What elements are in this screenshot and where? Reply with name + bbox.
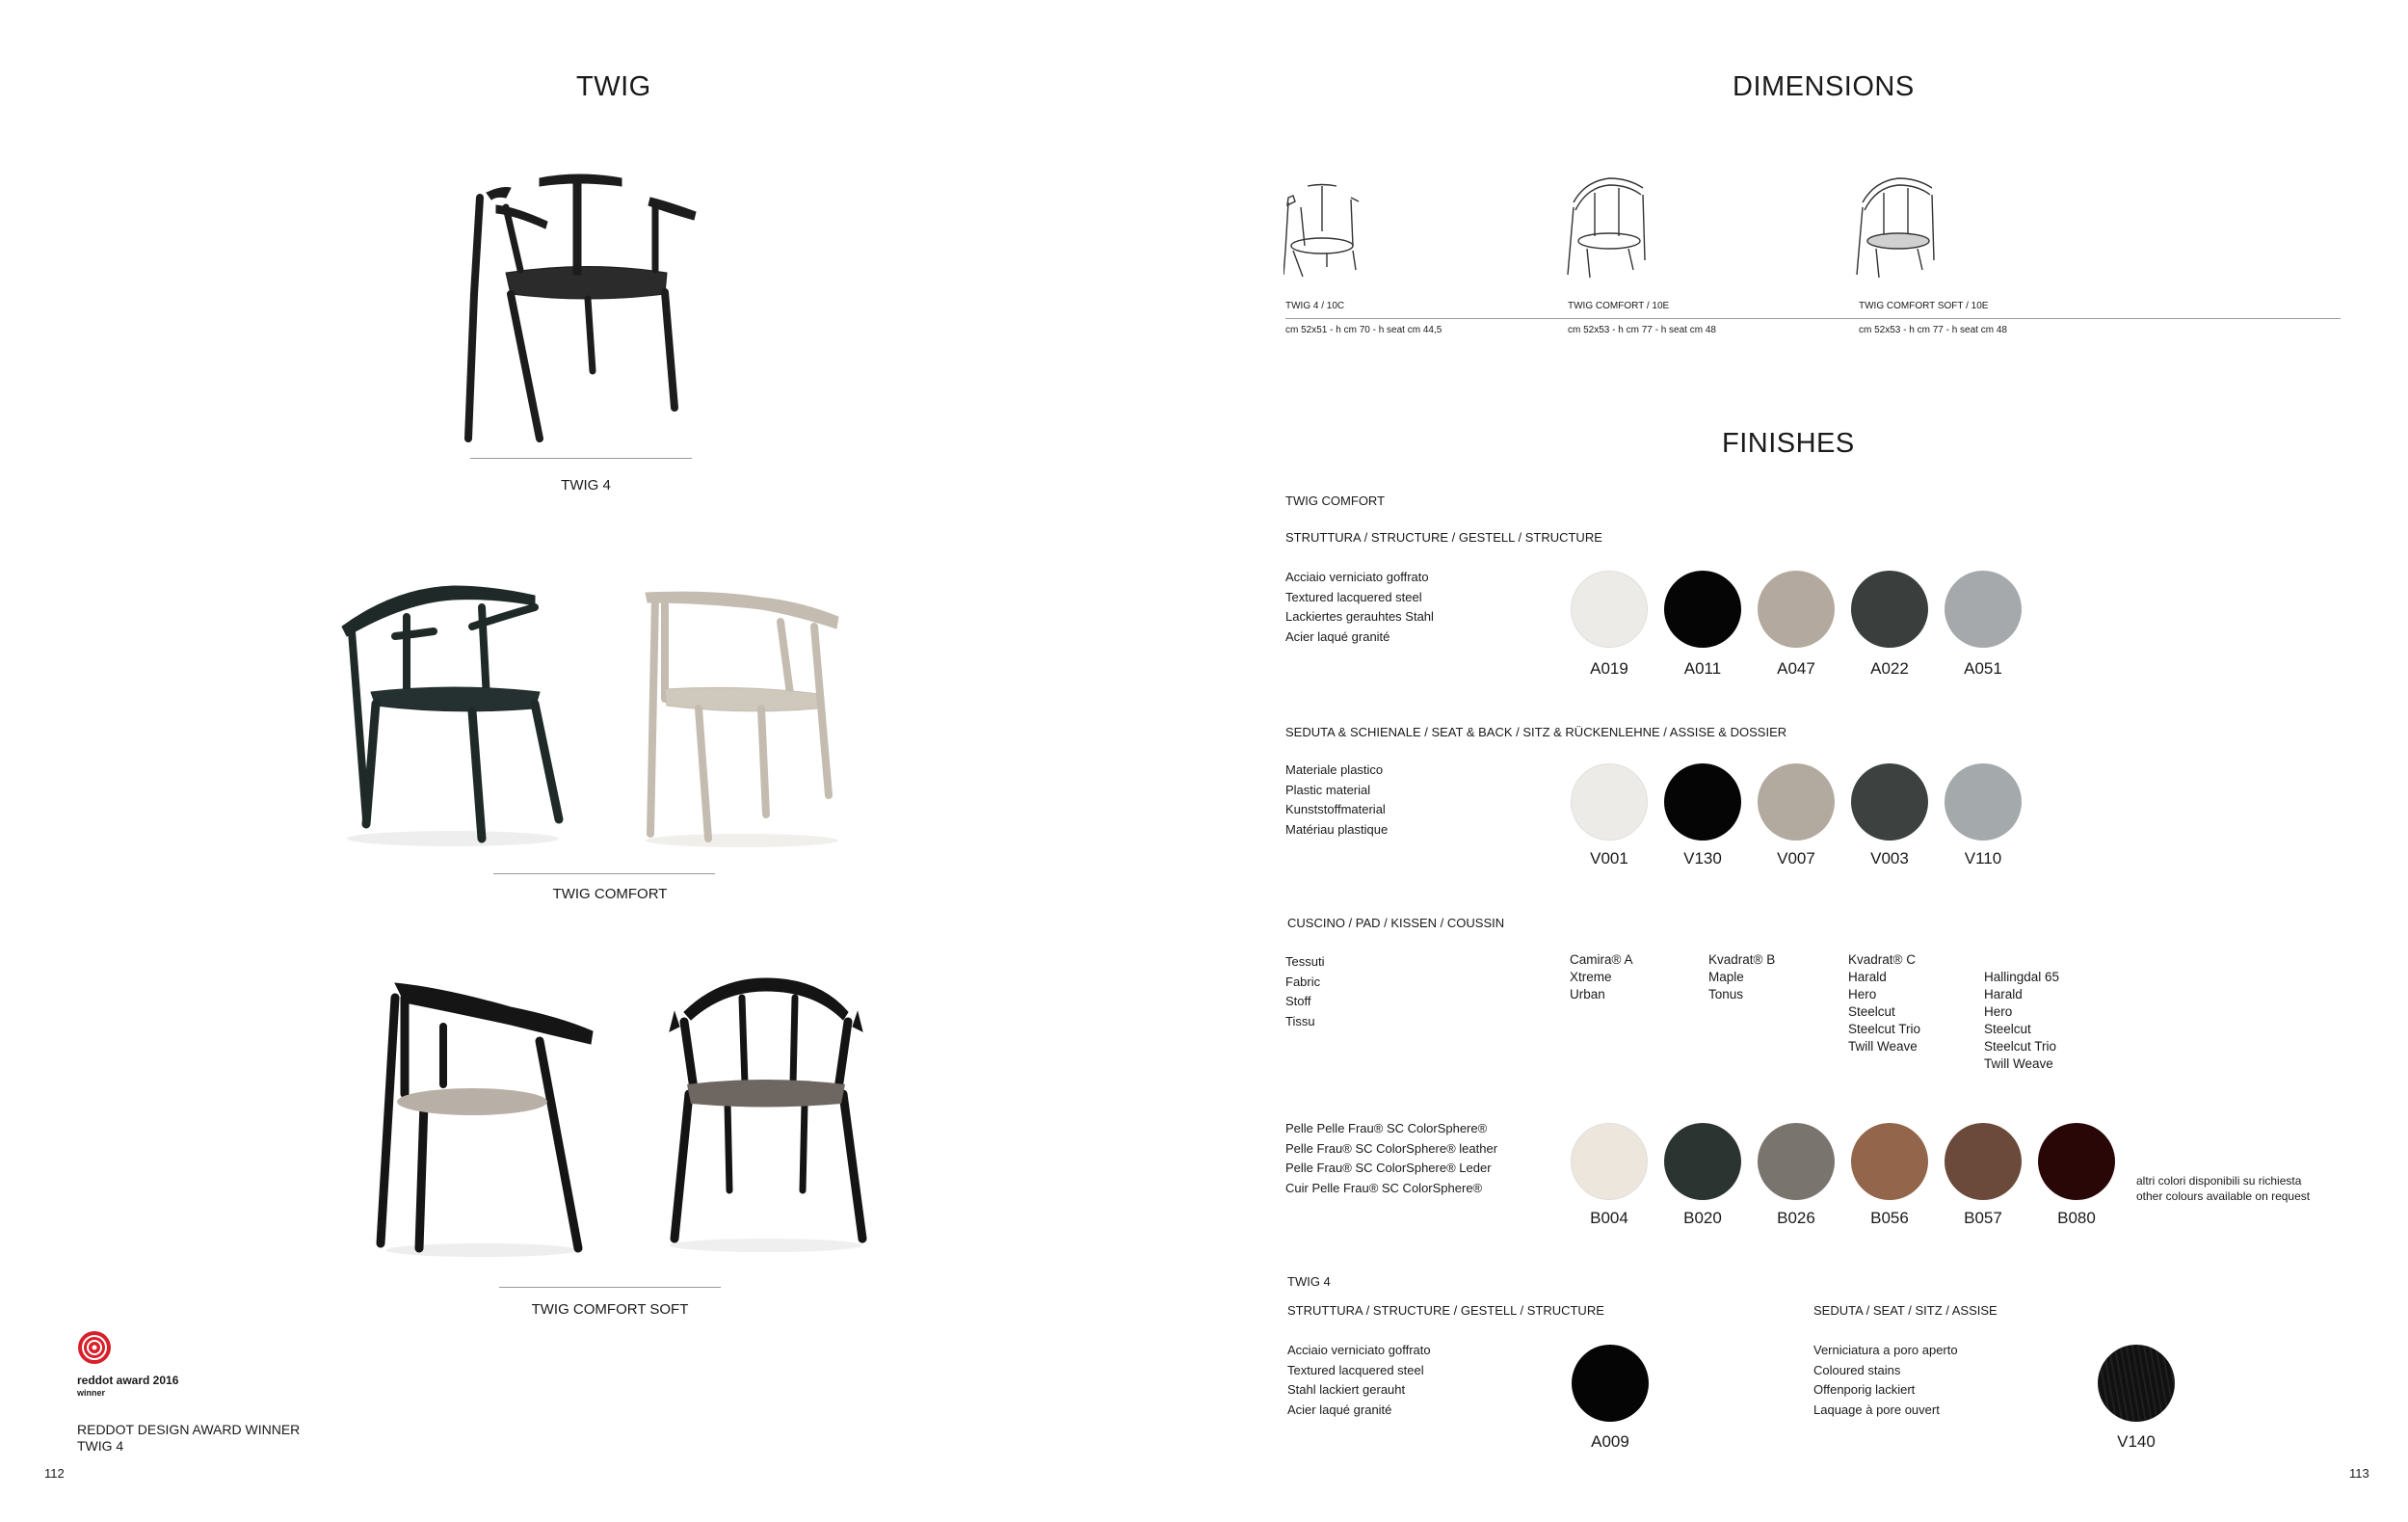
swatch-code: V001 — [1590, 849, 1628, 868]
twig4-seat-line: Offenporig lackiert — [1813, 1382, 1916, 1397]
fabric-name: Steelcut — [1848, 1004, 1895, 1019]
fabric-name: Kvadrat® B — [1708, 952, 1776, 967]
leather-line: Pelle Frau® SC ColorSphere® leather — [1285, 1140, 1498, 1156]
swatch-b057[interactable] — [1945, 1123, 2022, 1200]
dimensions-title: DIMENSIONS — [1733, 71, 1915, 102]
twig-comfort-chair-beige-image — [636, 588, 848, 848]
seat-back-description — [1285, 761, 1388, 840]
twig4-structure-line: Stahl lackiert gerauht — [1287, 1382, 1406, 1397]
twig-comfort-label: TWIG COMFORT — [552, 886, 668, 902]
left-page-number: 112 — [44, 1466, 65, 1481]
twig4-structure-line: Acciaio verniciato goffrato — [1287, 1343, 1431, 1357]
dim-twig4-size: cm 52x51 - h cm 70 - h seat cm 44,5 — [1285, 325, 1442, 335]
fabric-name: Xtreme — [1570, 970, 1612, 984]
fabric-line: Fabric — [1285, 974, 1321, 989]
structure-line: Textured lacquered steel — [1285, 589, 1422, 604]
swatch-b080[interactable] — [2038, 1123, 2115, 1200]
swatch-code: V140 — [2117, 1432, 2156, 1451]
dimensions-divider — [1285, 318, 2341, 319]
swatch-code: A022 — [1870, 659, 1909, 678]
swatch-v001[interactable] — [1571, 763, 1648, 841]
fabric-column-camira — [1570, 951, 1632, 1003]
fabric-name: Steelcut — [1984, 1022, 2031, 1036]
twig4-structure-line: Acier laqué granité — [1287, 1402, 1392, 1417]
twig4-seat-heading: SEDUTA / SEAT / SITZ / ASSISE — [1813, 1303, 1998, 1318]
structure-description — [1285, 568, 1434, 647]
fabric-name: Tonus — [1708, 987, 1744, 1001]
swatch-code: B056 — [1870, 1209, 1909, 1227]
twig4-label: TWIG 4 — [561, 477, 611, 494]
swatch-code: B080 — [2057, 1209, 2096, 1227]
dimension-drawing-twig-comfort — [1566, 174, 1648, 280]
swatch-code: B026 — [1777, 1209, 1815, 1227]
fabric-name: Kvadrat® C — [1848, 952, 1916, 967]
swatch-a051[interactable] — [1945, 571, 2022, 648]
leather-description — [1285, 1119, 1497, 1198]
twig4-chair-image — [463, 169, 713, 443]
swatch-code: A009 — [1591, 1432, 1629, 1451]
fabric-column-kvadrat-b — [1708, 951, 1775, 1003]
swatch-code: V110 — [1964, 849, 2002, 868]
swatch-v003[interactable] — [1851, 763, 1928, 841]
fabric-name: Hallingdal 65 — [1984, 970, 2060, 984]
dim-twig-comfort-soft-name: TWIG COMFORT SOFT / 10E — [1859, 301, 1989, 311]
fabric-column-hallingdal — [1984, 969, 2059, 1073]
swatch-code: A019 — [1590, 659, 1628, 678]
dimension-drawing-twig4 — [1283, 178, 1363, 280]
swatch-code: A047 — [1777, 659, 1815, 678]
swatch-a009[interactable] — [1572, 1345, 1649, 1422]
dim-twig-comfort-name: TWIG COMFORT / 10E — [1568, 301, 1670, 311]
structure-line: Acciaio verniciato goffrato — [1285, 570, 1429, 584]
twig-comfort-soft-chair-front-image — [660, 974, 872, 1253]
twig4-structure-description — [1287, 1341, 1431, 1420]
twig4-structure-heading: STRUTTURA / STRUCTURE / GESTELL / STRUCTURE — [1287, 1303, 1604, 1318]
fabric-line: Tissu — [1285, 1013, 1315, 1028]
award-line-1: REDDOT DESIGN AWARD WINNER — [77, 1422, 301, 1437]
leather-line: Cuir Pelle Frau® SC ColorSphere® — [1285, 1180, 1483, 1195]
swatch-v110[interactable] — [1945, 763, 2022, 841]
seat-back-line: Matériau plastique — [1285, 821, 1389, 837]
award-line-2: TWIG 4 — [77, 1438, 124, 1454]
twig4-seat-line: Coloured stains — [1813, 1362, 1901, 1377]
fabric-name: Steelcut Trio — [1848, 1022, 1921, 1036]
swatch-a022[interactable] — [1851, 571, 1928, 648]
fabric-column-kvadrat-c — [1848, 951, 1920, 1055]
swatch-v130[interactable] — [1664, 763, 1741, 841]
dimension-drawing-twig-comfort-soft — [1855, 174, 1937, 280]
fabric-name: Harald — [1848, 970, 1887, 984]
reddot-logo-text: reddot award 2016 — [77, 1374, 179, 1387]
fabric-description — [1285, 952, 1324, 1031]
right-page-number: 113 — [2349, 1466, 2369, 1481]
swatch-b004[interactable] — [1571, 1123, 1648, 1200]
swatch-code: B004 — [1590, 1209, 1628, 1227]
fabric-name: Maple — [1708, 970, 1744, 984]
structure-line: Acier laqué granité — [1285, 628, 1390, 644]
reddot-logo-icon — [77, 1330, 112, 1365]
twig-comfort-soft-chair-side-image — [366, 978, 597, 1258]
twig4-structure-line: Textured lacquered steel — [1287, 1362, 1424, 1377]
fabric-name: Twill Weave — [1848, 1039, 1918, 1054]
structure-heading: STRUTTURA / STRUCTURE / GESTELL / STRUCTURE — [1285, 530, 1602, 545]
fabric-name: Hero — [1984, 1004, 2013, 1019]
fabric-line: Tessuti — [1285, 954, 1325, 969]
fabric-name: Twill Weave — [1984, 1056, 2053, 1071]
swatch-a011[interactable] — [1664, 571, 1741, 648]
dim-twig-comfort-soft-size: cm 52x53 - h cm 77 - h seat cm 48 — [1859, 325, 2007, 335]
swatch-code: B057 — [1964, 1209, 2002, 1227]
fabric-name: Harald — [1984, 987, 2023, 1001]
swatch-code: A011 — [1683, 659, 1722, 678]
colour-note-line-1: altri colori disponibili su richiesta — [2136, 1174, 2302, 1188]
fabric-name: Hero — [1848, 987, 1877, 1001]
swatch-code: B020 — [1683, 1209, 1722, 1227]
swatch-a019[interactable] — [1571, 571, 1648, 648]
twig-comfort-finishes-heading: TWIG COMFORT — [1285, 494, 1386, 508]
leather-line: Pelle Pelle Frau® SC ColorSphere® — [1285, 1121, 1488, 1135]
dim-twig-comfort-size: cm 52x53 - h cm 77 - h seat cm 48 — [1568, 325, 1716, 335]
twig4-divider — [470, 458, 692, 459]
leather-line: Pelle Frau® SC ColorSphere® Leder — [1285, 1161, 1492, 1175]
swatch-b026[interactable] — [1758, 1123, 1835, 1200]
seat-back-line: Plastic material — [1285, 782, 1371, 797]
swatch-v140[interactable] — [2098, 1345, 2175, 1422]
twig4-seat-line: Verniciatura a poro aperto — [1813, 1343, 1958, 1357]
twig-comfort-soft-divider — [499, 1287, 721, 1288]
swatch-code: V003 — [1870, 849, 1909, 868]
swatch-b056[interactable] — [1851, 1123, 1928, 1200]
twig-comfort-chair-black-image — [337, 578, 569, 848]
swatch-code: V007 — [1777, 849, 1815, 868]
pad-heading: CUSCINO / PAD / KISSEN / COUSSIN — [1287, 916, 1505, 930]
swatch-code: V130 — [1683, 849, 1722, 868]
seat-back-heading: SEDUTA & SCHIENALE / SEAT & BACK / SITZ & RÜCKENLEHNE / ASSISE & DOSSIER — [1285, 725, 1787, 739]
structure-line: Lackiertes gerauhtes Stahl — [1285, 609, 1434, 624]
swatch-b020[interactable] — [1664, 1123, 1741, 1200]
swatch-a047[interactable] — [1758, 571, 1835, 648]
twig-comfort-soft-label: TWIG COMFORT SOFT — [531, 1301, 689, 1318]
fabric-name: Steelcut Trio — [1984, 1039, 2057, 1054]
seat-back-line: Kunststoffmaterial — [1285, 802, 1386, 816]
fabric-name: Urban — [1570, 987, 1605, 1001]
swatch-code: A051 — [1964, 659, 2002, 678]
colour-note-line-2: other colours available on request — [2136, 1189, 2311, 1203]
reddot-logo-sub: winner — [77, 1388, 106, 1398]
twig-comfort-divider — [493, 873, 715, 874]
twig4-finishes-heading: TWIG 4 — [1287, 1274, 1331, 1289]
twig4-seat-line: Laquage à pore ouvert — [1813, 1402, 1940, 1417]
dim-twig4-name: TWIG 4 / 10C — [1285, 301, 1345, 311]
finishes-title: FINISHES — [1722, 428, 1855, 459]
left-page-title: TWIG — [576, 71, 651, 102]
fabric-name: Camira® A — [1570, 952, 1633, 967]
fabric-line: Stoff — [1285, 994, 1311, 1008]
swatch-v007[interactable] — [1758, 763, 1835, 841]
twig4-seat-description — [1813, 1341, 1958, 1420]
seat-back-line: Materiale plastico — [1285, 762, 1384, 777]
